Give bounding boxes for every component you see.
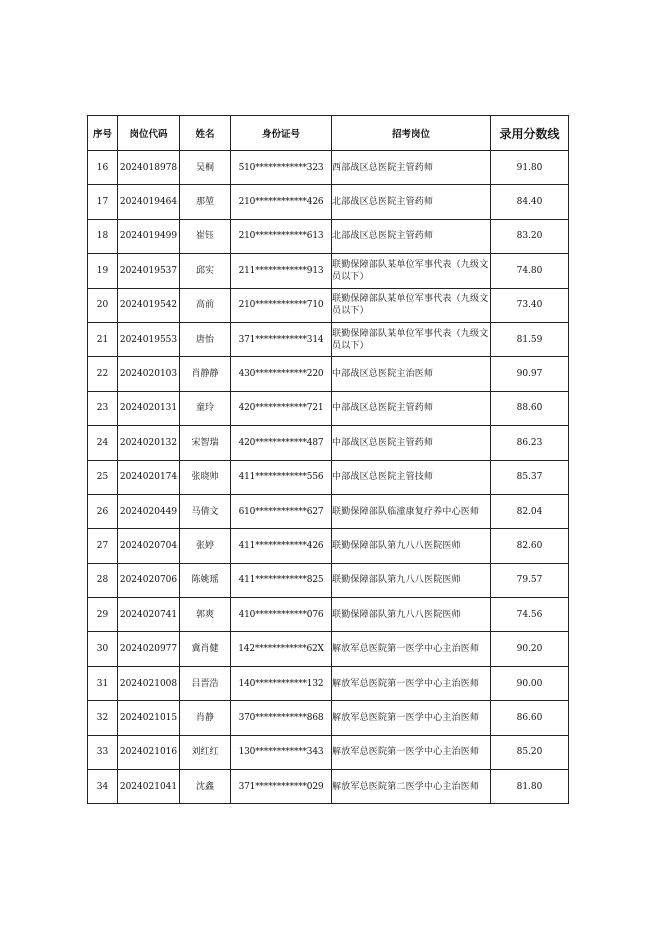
cell-name: 张婷: [180, 529, 231, 563]
cell-position: 北部战区总医院主管药师: [332, 185, 491, 219]
cell-seq: 24: [88, 426, 118, 460]
cell-id: 430************220: [231, 357, 332, 391]
cell-id: 411************426: [231, 529, 332, 563]
cell-position: 联勤保障部队第九八八医院医师: [332, 598, 491, 632]
cell-position: 联勤保障部队第九八八医院医师: [332, 563, 491, 597]
cell-id: 410************076: [231, 598, 332, 632]
cell-score: 85.20: [491, 735, 569, 769]
cell-name: 肖静静: [180, 357, 231, 391]
cell-seq: 26: [88, 494, 118, 528]
table-row: [88, 185, 569, 219]
cell-id: 371************029: [231, 770, 332, 804]
cell-score: 81.80: [491, 770, 569, 804]
cell-code: 2024018978: [118, 151, 180, 185]
cell-seq: 22: [88, 357, 118, 391]
cell-position: 解放军总医院第一医学中心主治医师: [332, 701, 491, 735]
cell-code: 2024019542: [118, 288, 180, 322]
cell-code: 2024020103: [118, 357, 180, 391]
table-header-row: [88, 116, 569, 151]
cell-code: 2024019553: [118, 322, 180, 356]
table-row: [88, 666, 569, 700]
cell-name: 宋智瑞: [180, 426, 231, 460]
cell-seq: 17: [88, 185, 118, 219]
cell-score: 86.60: [491, 701, 569, 735]
header-id: 身份证号: [231, 116, 332, 151]
cell-id: 211************913: [231, 254, 332, 288]
cell-name: 邱实: [180, 254, 231, 288]
cell-score: 84.40: [491, 185, 569, 219]
cell-seq: 18: [88, 219, 118, 253]
cell-id: 610************627: [231, 494, 332, 528]
cell-position: 解放军总医院第二医学中心主治医师: [332, 770, 491, 804]
cell-id: 210************613: [231, 219, 332, 253]
cell-code: 2024021015: [118, 701, 180, 735]
cell-seq: 27: [88, 529, 118, 563]
table-row: [88, 770, 569, 804]
cell-name: 高前: [180, 288, 231, 322]
cell-seq: 34: [88, 770, 118, 804]
table-row: [88, 735, 569, 769]
cell-position: 西部战区总医院主管药师: [332, 151, 491, 185]
header-position: 招考岗位: [332, 116, 491, 151]
cell-score: 85.37: [491, 460, 569, 494]
cell-id: 370************868: [231, 701, 332, 735]
cell-position: 联勤保障部队某单位军事代表（九级文员以下）: [332, 254, 491, 288]
cell-name: 肖静: [180, 701, 231, 735]
cell-code: 2024020449: [118, 494, 180, 528]
header-code: 岗位代码: [118, 116, 180, 151]
table-row: [88, 460, 569, 494]
cell-seq: 33: [88, 735, 118, 769]
cell-code: 2024020706: [118, 563, 180, 597]
cell-score: 74.56: [491, 598, 569, 632]
table-row: [88, 254, 569, 288]
cell-position: 中部战区总医院主管技师: [332, 460, 491, 494]
cell-seq: 23: [88, 391, 118, 425]
table-body: [88, 151, 569, 804]
cell-position: 联勤保障部队临潼康复疗养中心医师: [332, 494, 491, 528]
cell-id: 210************710: [231, 288, 332, 322]
cell-code: 2024021008: [118, 666, 180, 700]
table-row: [88, 151, 569, 185]
cell-name: 童玲: [180, 391, 231, 425]
cell-position: 中部战区总医院主管药师: [332, 426, 491, 460]
cell-name: 冀肖健: [180, 632, 231, 666]
cell-seq: 31: [88, 666, 118, 700]
cell-code: 2024020741: [118, 598, 180, 632]
cell-position: 北部战区总医院主管药师: [332, 219, 491, 253]
table-row: [88, 426, 569, 460]
cell-seq: 20: [88, 288, 118, 322]
cell-score: 90.20: [491, 632, 569, 666]
cell-score: 79.57: [491, 563, 569, 597]
cell-score: 86.23: [491, 426, 569, 460]
cell-code: 2024020132: [118, 426, 180, 460]
header-score: 录用分数线: [491, 116, 569, 151]
table-row: [88, 288, 569, 322]
cell-id: 420************721: [231, 391, 332, 425]
header-name: 姓名: [180, 116, 231, 151]
cell-id: 510************323: [231, 151, 332, 185]
cell-seq: 29: [88, 598, 118, 632]
cell-name: 崔钰: [180, 219, 231, 253]
cell-id: 140************132: [231, 666, 332, 700]
table-row: [88, 632, 569, 666]
cell-seq: 32: [88, 701, 118, 735]
cell-position: 解放军总医院第一医学中心主治医师: [332, 735, 491, 769]
cell-position: 中部战区总医院主治医师: [332, 357, 491, 391]
cell-seq: 25: [88, 460, 118, 494]
admission-score-table: [87, 115, 569, 804]
cell-score: 83.20: [491, 219, 569, 253]
cell-position: 联勤保障部队某单位军事代表（九级文员以下）: [332, 288, 491, 322]
cell-code: 2024020977: [118, 632, 180, 666]
table-row: [88, 219, 569, 253]
cell-id: 411************825: [231, 563, 332, 597]
cell-name: 那堃: [180, 185, 231, 219]
cell-seq: 19: [88, 254, 118, 288]
cell-code: 2024019499: [118, 219, 180, 253]
cell-id: 142************62X: [231, 632, 332, 666]
cell-position: 联勤保障部队第九八八医院医师: [332, 529, 491, 563]
table-row: [88, 322, 569, 356]
cell-code: 2024019537: [118, 254, 180, 288]
cell-position: 中部战区总医院主管药师: [332, 391, 491, 425]
cell-name: 沈鑫: [180, 770, 231, 804]
table-row: [88, 391, 569, 425]
cell-score: 81.59: [491, 322, 569, 356]
cell-score: 73.40: [491, 288, 569, 322]
cell-code: 2024020704: [118, 529, 180, 563]
cell-name: 郭爽: [180, 598, 231, 632]
cell-score: 82.04: [491, 494, 569, 528]
cell-position: 解放军总医院第一医学中心主治医师: [332, 666, 491, 700]
cell-score: 90.00: [491, 666, 569, 700]
cell-score: 74.80: [491, 254, 569, 288]
cell-name: 刘红红: [180, 735, 231, 769]
cell-id: 371************314: [231, 322, 332, 356]
table-row: [88, 529, 569, 563]
cell-name: 唐怡: [180, 322, 231, 356]
cell-code: 2024021016: [118, 735, 180, 769]
table-row: [88, 494, 569, 528]
cell-score: 91.80: [491, 151, 569, 185]
cell-score: 82.60: [491, 529, 569, 563]
cell-seq: 21: [88, 322, 118, 356]
cell-code: 2024019464: [118, 185, 180, 219]
cell-id: 130************343: [231, 735, 332, 769]
cell-id: 210************426: [231, 185, 332, 219]
table-row: [88, 701, 569, 735]
cell-id: 420************487: [231, 426, 332, 460]
cell-name: 吕晋浩: [180, 666, 231, 700]
cell-name: 马倩文: [180, 494, 231, 528]
cell-score: 90.97: [491, 357, 569, 391]
header-seq: 序号: [88, 116, 118, 151]
cell-seq: 30: [88, 632, 118, 666]
cell-code: 2024021041: [118, 770, 180, 804]
cell-name: 陈姚瑶: [180, 563, 231, 597]
table-row: [88, 357, 569, 391]
cell-seq: 16: [88, 151, 118, 185]
cell-position: 解放军总医院第一医学中心主治医师: [332, 632, 491, 666]
cell-score: 88.60: [491, 391, 569, 425]
cell-code: 2024020174: [118, 460, 180, 494]
cell-id: 411************556: [231, 460, 332, 494]
table-row: [88, 563, 569, 597]
cell-name: 张晓帅: [180, 460, 231, 494]
cell-code: 2024020131: [118, 391, 180, 425]
cell-position: 联勤保障部队某单位军事代表（九级文员以下）: [332, 322, 491, 356]
cell-name: 吴桐: [180, 151, 231, 185]
cell-seq: 28: [88, 563, 118, 597]
table-row: [88, 598, 569, 632]
